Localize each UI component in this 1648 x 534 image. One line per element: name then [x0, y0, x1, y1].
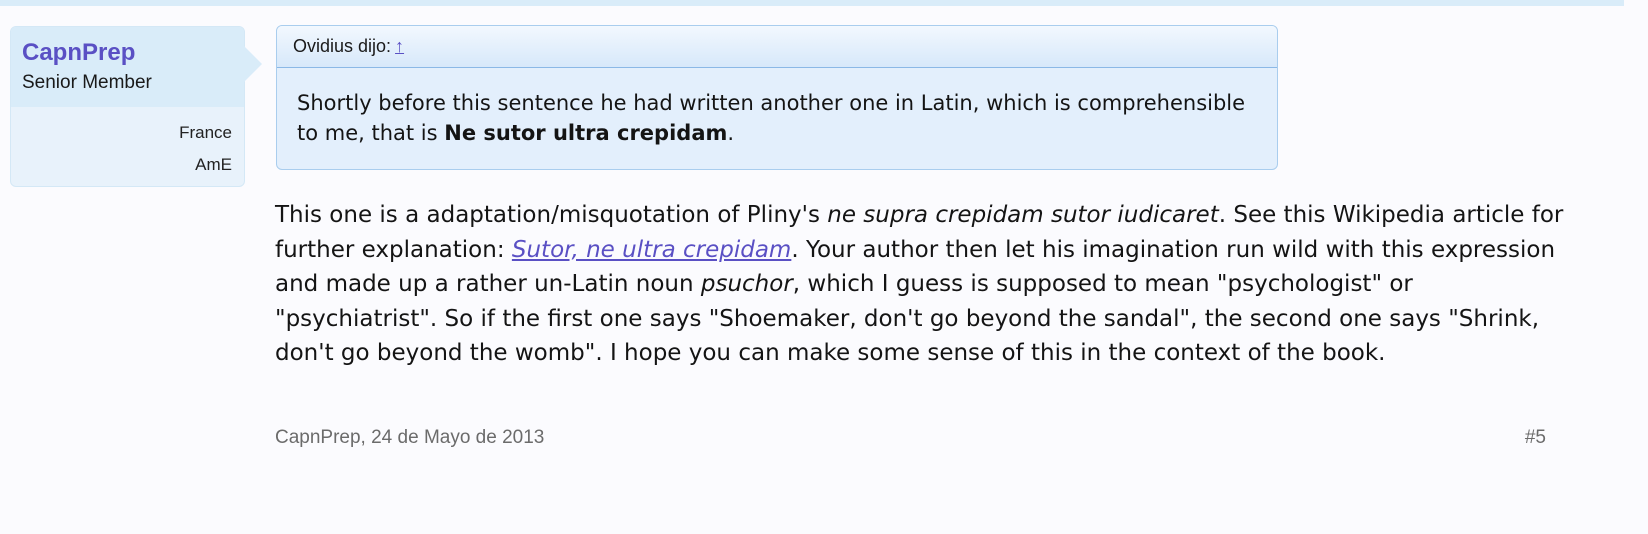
quote-text: Shortly before this sentence he had written another one in Latin, which is comprehensible to me, that is — [297, 91, 1246, 145]
message-body — [275, 198, 1565, 371]
user-language: AmE — [195, 155, 232, 174]
message-text: . See this Wikipedia article for further explanation: — [275, 202, 1564, 263]
top-divider-bar — [0, 0, 1624, 6]
post-meta[interactable]: CapnPrep, 24 de Mayo de 2013 — [275, 427, 545, 448]
user-location: France — [179, 123, 232, 142]
quote-jump-up-icon[interactable]: ↑ — [395, 36, 405, 56]
message-text: This one is a adaptation/misquotation of Pliny's — [275, 202, 828, 228]
message-text: . Your author then let his imagination run wild with this expression and made up a rather un-Latin noun — [275, 236, 1556, 297]
message-text: , which I guess is supposed to mean "psychologist" or "psychiatrist". So if the first one says "Shoemaker, don't go beyond the sandal", the second one says "Shrink, don't go beyond the womb". I hope you can make some sense of this in the context of the book. — [275, 271, 1540, 366]
username-link[interactable]: CapnPrep — [22, 39, 136, 66]
message-italic-word: psuchor — [700, 271, 793, 297]
quote-text-end: . — [727, 121, 735, 145]
user-card-pointer — [244, 46, 262, 82]
quote-author — [293, 36, 404, 57]
quote-bold-text: Ne sutor ultra crepidam — [444, 121, 728, 145]
message-italic-phrase: ne supra crepidam sutor iudicaret — [827, 202, 1219, 228]
user-title: Senior Member — [22, 72, 152, 93]
wikipedia-link[interactable]: Sutor, ne ultra crepidam — [511, 236, 792, 263]
quote-block — [276, 25, 1278, 170]
quote-header — [277, 26, 1277, 68]
quote-author-label: Ovidius dijo: — [293, 36, 392, 56]
quote-body — [297, 88, 1257, 148]
post-number-link[interactable]: #5 — [1524, 427, 1546, 448]
user-info-card — [10, 26, 245, 187]
